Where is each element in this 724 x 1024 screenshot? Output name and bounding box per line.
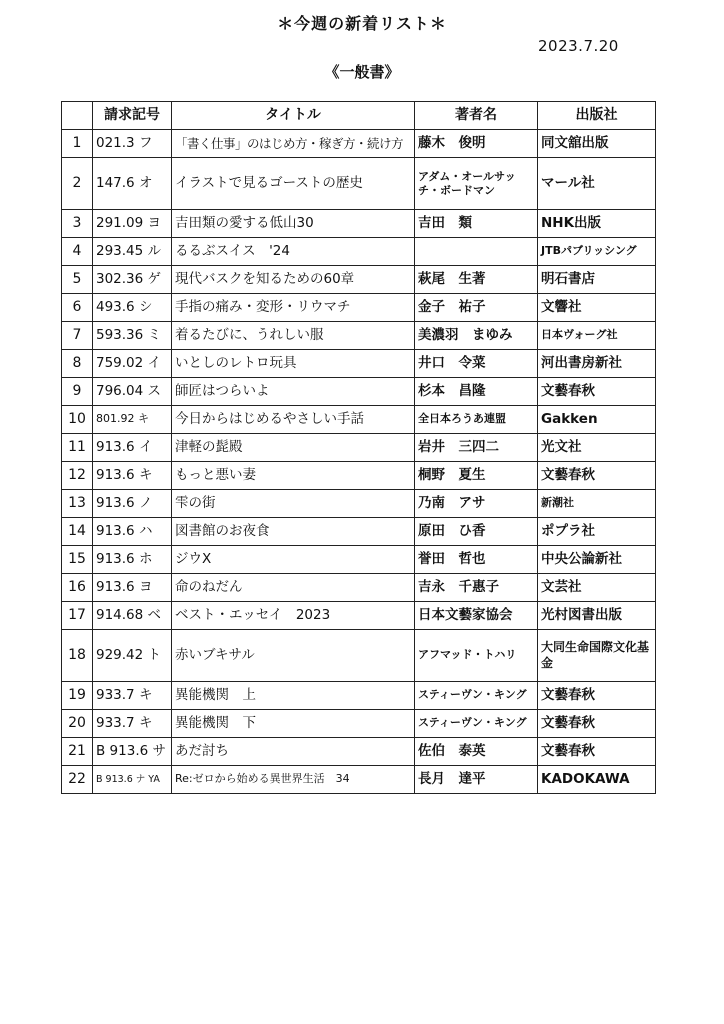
publisher-name: 新潮社 xyxy=(538,490,656,518)
table-row xyxy=(62,294,656,322)
publisher-name: マール社 xyxy=(538,158,656,210)
book-title: 異能機関 上 xyxy=(172,682,415,710)
publisher-name: 光村図書出版 xyxy=(538,602,656,630)
call-number: 302.36 ゲ xyxy=(93,266,172,294)
book-title: 命のねだん xyxy=(172,574,415,602)
author-name: アフマッド・トハリ xyxy=(415,630,538,682)
author-name xyxy=(415,238,538,266)
book-title: 師匠はつらいよ xyxy=(172,378,415,406)
column-header-call-number: 請求記号 xyxy=(93,102,172,130)
author-name: 藤木 俊明 xyxy=(415,130,538,158)
publisher-name: ポプラ社 xyxy=(538,518,656,546)
publisher-name: 文芸社 xyxy=(538,574,656,602)
row-number: 5 xyxy=(62,266,93,294)
call-number: 796.04 ス xyxy=(93,378,172,406)
call-number: 913.6 ヨ xyxy=(93,574,172,602)
table-row xyxy=(62,238,656,266)
author-name: 吉田 類 xyxy=(415,210,538,238)
call-number: 147.6 オ xyxy=(93,158,172,210)
call-number: B 913.6 ナ YA xyxy=(93,766,172,794)
publisher-name: 文藝春秋 xyxy=(538,378,656,406)
author-name: 萩尾 生著 xyxy=(415,266,538,294)
row-number: 1 xyxy=(62,130,93,158)
table-row xyxy=(62,574,656,602)
book-title: るるぶスイス '24 xyxy=(172,238,415,266)
row-number: 14 xyxy=(62,518,93,546)
publisher-name: 文響社 xyxy=(538,294,656,322)
author-name: 美濃羽 まゆみ xyxy=(415,322,538,350)
table-row xyxy=(62,434,656,462)
author-name: 金子 祐子 xyxy=(415,294,538,322)
row-number: 2 xyxy=(62,158,93,210)
call-number: 801.92 キ xyxy=(93,406,172,434)
row-number: 18 xyxy=(62,630,93,682)
row-number: 19 xyxy=(62,682,93,710)
call-number: 021.3 フ xyxy=(93,130,172,158)
author-name: 吉永 千惠子 xyxy=(415,574,538,602)
call-number: 913.6 ノ xyxy=(93,490,172,518)
call-number: 913.6 イ xyxy=(93,434,172,462)
new-arrivals-table xyxy=(61,101,656,794)
table-row xyxy=(62,210,656,238)
column-header-author: 著者名 xyxy=(415,102,538,130)
book-title: 図書館のお夜食 xyxy=(172,518,415,546)
book-title: ベスト・エッセイ 2023 xyxy=(172,602,415,630)
author-name: アダム・オールサッチ・ボードマン xyxy=(415,158,538,210)
section-heading: 《一般書》 xyxy=(324,63,400,81)
publisher-name: 文藝春秋 xyxy=(538,682,656,710)
book-title: 異能機関 下 xyxy=(172,710,415,738)
row-number: 15 xyxy=(62,546,93,574)
publisher-name: 同文舘出版 xyxy=(538,130,656,158)
publisher-name: 日本ヴォーグ社 xyxy=(538,322,656,350)
table-row xyxy=(62,406,656,434)
publisher-name: 光文社 xyxy=(538,434,656,462)
row-number: 4 xyxy=(62,238,93,266)
table-row xyxy=(62,378,656,406)
call-number: B 913.6 サ xyxy=(93,738,172,766)
table-row xyxy=(62,682,656,710)
table-row xyxy=(62,710,656,738)
call-number: 913.6 キ xyxy=(93,462,172,490)
publisher-name: 文藝春秋 xyxy=(538,710,656,738)
author-name: 全日本ろうあ連盟 xyxy=(415,406,538,434)
author-name: スティーヴン・キング xyxy=(415,710,538,738)
table-header-row xyxy=(62,102,656,130)
table-row xyxy=(62,462,656,490)
row-number: 12 xyxy=(62,462,93,490)
row-number: 22 xyxy=(62,766,93,794)
row-number: 17 xyxy=(62,602,93,630)
author-name: 杉本 昌隆 xyxy=(415,378,538,406)
table-row xyxy=(62,518,656,546)
row-number: 10 xyxy=(62,406,93,434)
book-title: 雫の街 xyxy=(172,490,415,518)
book-title: 津軽の髭殿 xyxy=(172,434,415,462)
call-number: 593.36 ミ xyxy=(93,322,172,350)
author-name: 乃南 アサ xyxy=(415,490,538,518)
table-row xyxy=(62,322,656,350)
book-title: 赤いブキサル xyxy=(172,630,415,682)
call-number: 913.6 ホ xyxy=(93,546,172,574)
column-header-publisher: 出版社 xyxy=(538,102,656,130)
author-name: 長月 達平 xyxy=(415,766,538,794)
table-row xyxy=(62,546,656,574)
author-name: 原田 ひ香 xyxy=(415,518,538,546)
author-name: 桐野 夏生 xyxy=(415,462,538,490)
publisher-name: 明石書店 xyxy=(538,266,656,294)
book-title: ジウX xyxy=(172,546,415,574)
publisher-name: NHK出版 xyxy=(538,210,656,238)
row-number: 8 xyxy=(62,350,93,378)
column-header-number xyxy=(62,102,93,130)
book-title: 現代バスクを知るための60章 xyxy=(172,266,415,294)
table-row xyxy=(62,266,656,294)
row-number: 7 xyxy=(62,322,93,350)
row-number: 16 xyxy=(62,574,93,602)
row-number: 6 xyxy=(62,294,93,322)
book-title: Re:ゼロから始める異世界生活 34 xyxy=(172,766,415,794)
book-title: 吉田類の愛する低山30 xyxy=(172,210,415,238)
table-row xyxy=(62,630,656,682)
row-number: 3 xyxy=(62,210,93,238)
call-number: 933.7 キ xyxy=(93,682,172,710)
row-number: 21 xyxy=(62,738,93,766)
publisher-name: 中央公論新社 xyxy=(538,546,656,574)
page-title: ＊今週の新着リスト＊ xyxy=(277,14,447,33)
author-name: 日本文藝家協会 xyxy=(415,602,538,630)
book-title: 手指の痛み・変形・リウマチ xyxy=(172,294,415,322)
author-name: 井口 令菜 xyxy=(415,350,538,378)
call-number: 759.02 イ xyxy=(93,350,172,378)
author-name: 誉田 哲也 xyxy=(415,546,538,574)
publisher-name: KADOKAWA xyxy=(538,766,656,794)
call-number: 913.6 ハ xyxy=(93,518,172,546)
column-header-title: タイトル xyxy=(172,102,415,130)
author-name: 佐伯 泰英 xyxy=(415,738,538,766)
call-number: 293.45 ル xyxy=(93,238,172,266)
table-row xyxy=(62,350,656,378)
row-number: 9 xyxy=(62,378,93,406)
book-title: 「書く仕事」のはじめ方・稼ぎ方・続け方 xyxy=(172,130,415,158)
list-date: 2023.7.20 xyxy=(538,37,619,55)
publisher-name: 大同生命国際文化基金 xyxy=(538,630,656,682)
table-row xyxy=(62,158,656,210)
book-title: イラストで見るゴーストの歴史 xyxy=(172,158,415,210)
row-number: 11 xyxy=(62,434,93,462)
book-title: 着るたびに、うれしい服 xyxy=(172,322,415,350)
book-title: あだ討ち xyxy=(172,738,415,766)
publisher-name: 文藝春秋 xyxy=(538,462,656,490)
publisher-name: 河出書房新社 xyxy=(538,350,656,378)
author-name: 岩井 三四二 xyxy=(415,434,538,462)
call-number: 291.09 ヨ xyxy=(93,210,172,238)
book-title: 今日からはじめるやさしい手話 xyxy=(172,406,415,434)
call-number: 914.68 ベ xyxy=(93,602,172,630)
publisher-name: 文藝春秋 xyxy=(538,738,656,766)
row-number: 20 xyxy=(62,710,93,738)
publisher-name: Gakken xyxy=(538,406,656,434)
call-number: 929.42 ト xyxy=(93,630,172,682)
call-number: 493.6 シ xyxy=(93,294,172,322)
author-name: スティーヴン・キング xyxy=(415,682,538,710)
book-title: いとしのレトロ玩具 xyxy=(172,350,415,378)
table-row xyxy=(62,738,656,766)
table-row xyxy=(62,602,656,630)
call-number: 933.7 キ xyxy=(93,710,172,738)
table-row xyxy=(62,490,656,518)
row-number: 13 xyxy=(62,490,93,518)
publisher-name: JTBパブリッシング xyxy=(538,238,656,266)
table-row xyxy=(62,130,656,158)
book-title: もっと悪い妻 xyxy=(172,462,415,490)
table-row xyxy=(62,766,656,794)
